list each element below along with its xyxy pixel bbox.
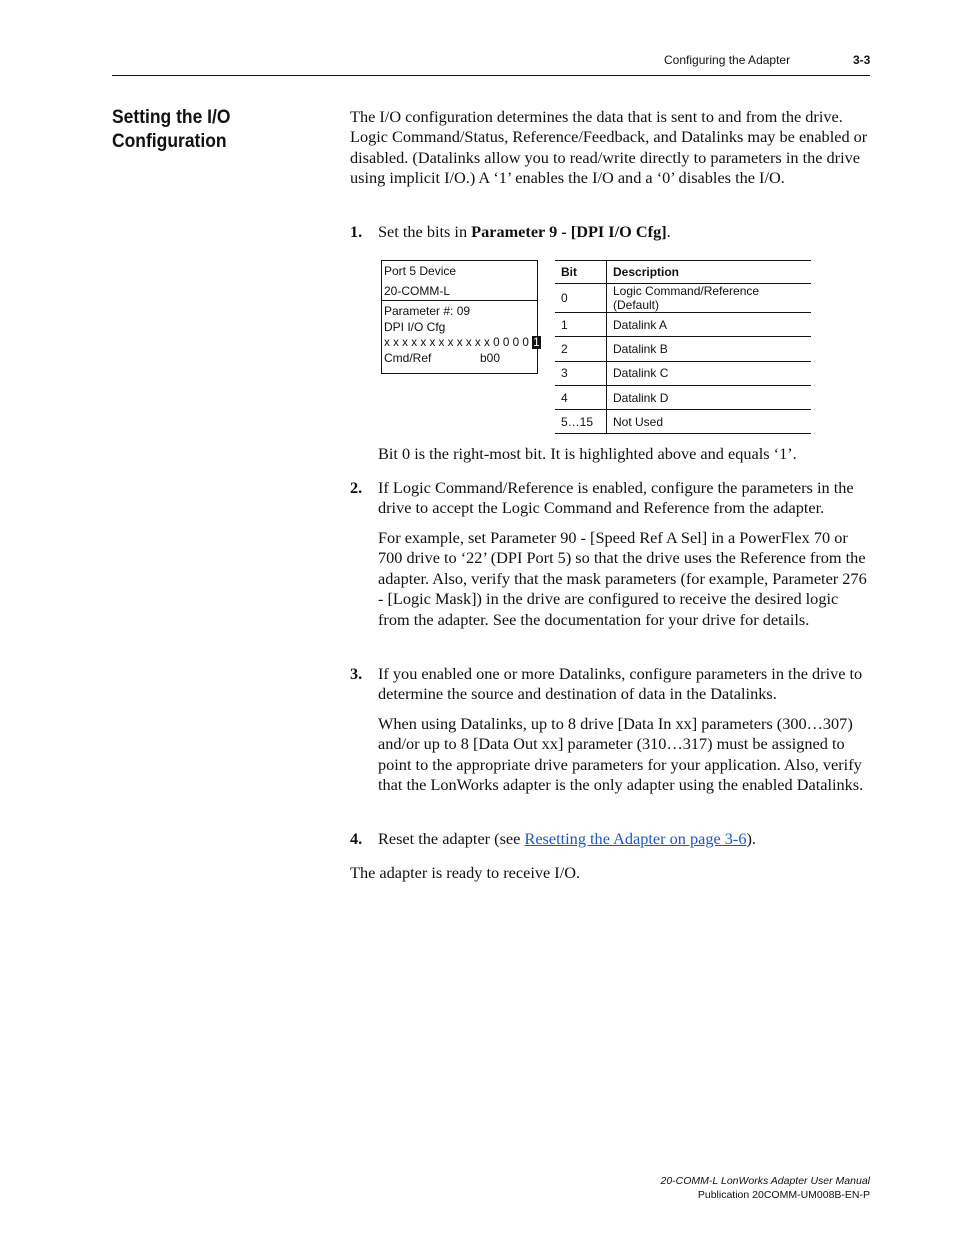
table-cell-bit: 1 — [555, 313, 607, 337]
step-1-text — [378, 222, 872, 242]
step-2-text: If Logic Command/Reference is enabled, configure the parameters in the drive to accept the Logic Command and Reference from the adapter. — [378, 478, 854, 518]
step-1-parameter: Parameter 9 - [DPI I/O Cfg] — [471, 222, 667, 241]
table-header-description: Description — [607, 261, 812, 284]
table-header-bit: Bit — [555, 261, 607, 284]
display-bit-values: x x x x x x x x x x x x 0 0 0 0 — [384, 336, 529, 349]
display-bit-highlight: 1 — [533, 336, 540, 349]
table-cell-bit: 4 — [555, 385, 607, 409]
running-header-section: Configuring the Adapter — [664, 53, 791, 67]
table-row — [555, 284, 811, 313]
table-row — [555, 361, 811, 385]
table-row — [555, 337, 811, 361]
step-4-number: 4. — [350, 829, 363, 848]
table-header-row — [555, 261, 811, 284]
section-title-line1: Setting the I/O — [112, 107, 231, 128]
table-cell-bit: 5…15 — [555, 410, 607, 434]
intro-paragraph: The I/O configuration determines the data that is sent to and from the drive. Logic Command/Status, Reference/Feedback, and Datalinks may be enabled or disabled. (Datalinks allow you to read/write directly to parameters in the drive using implicit I/O.) A ‘1’ enables the I/O and a ‘0’ disables the I/O. — [350, 107, 868, 188]
table-row — [555, 385, 811, 409]
display-bit-label: b00 — [480, 351, 501, 365]
display-separator — [382, 300, 537, 301]
step-4-post: ). — [746, 829, 756, 848]
step-2-number: 2. — [350, 478, 363, 497]
table-cell-description: Not Used — [607, 410, 812, 434]
table-cell-bit: 3 — [555, 361, 607, 385]
table-cell-description: Datalink C — [607, 361, 812, 385]
table-cell-bit: 2 — [555, 337, 607, 361]
footer-publication: Publication 20COMM-UM008B-EN-P — [697, 1189, 870, 1201]
step-3-number: 3. — [350, 664, 363, 683]
step-3-text: If you enabled one or more Datalinks, configure parameters in the drive to determine the source and destination of data in the Datalinks. — [378, 664, 863, 704]
header-rule — [112, 75, 870, 76]
step-1-pre: Set the bits in — [378, 222, 472, 241]
table-row — [555, 410, 811, 434]
bit-note: Bit 0 is the right-most bit. It is highlighted above and equals ‘1’. — [378, 444, 797, 463]
table-cell-description: Datalink D — [607, 385, 812, 409]
table-cell-description: Datalink B — [607, 337, 812, 361]
step-2-detail: For example, set Parameter 90 - [Speed Ref A Sel] in a PowerFlex 70 or 700 drive to ‘22’ (DPI Port 5) so that the drive uses the Reference from the adapter. Also, verify that the mask parameters (for example, Parameter 276 - [Logic Mask]) in the drive are configured to receive the desired logic from the adapter. See the documentation for your drive for details. — [378, 528, 867, 629]
step-4-pre: Reset the adapter (see — [378, 829, 525, 848]
section-title — [112, 106, 296, 154]
display-line-port: Port 5 Device — [384, 264, 457, 278]
bit-description-table — [555, 260, 811, 434]
step-1-post: . — [666, 222, 671, 241]
display-line-param-number: Parameter #: 09 — [384, 304, 471, 318]
closing-paragraph: The adapter is ready to receive I/O. — [350, 863, 581, 882]
reset-adapter-link[interactable]: Resetting the Adapter on page 3-6 — [524, 829, 747, 848]
table-cell-bit: 0 — [555, 284, 607, 313]
step-1-number: 1. — [350, 222, 363, 241]
display-line-device: 20-COMM-L — [384, 284, 451, 298]
section-title-line2: Configuration — [112, 131, 227, 152]
footer-manual-title: 20-COMM-L LonWorks Adapter User Manual — [660, 1175, 870, 1187]
table-cell-description: Logic Command/Reference (Default) — [607, 284, 812, 313]
table-cell-description: Datalink A — [607, 313, 812, 337]
display-line-param-name: DPI I/O Cfg — [384, 320, 446, 334]
display-bits — [384, 336, 541, 349]
page-number: 3-3 — [853, 53, 871, 67]
step-4-text — [378, 829, 872, 849]
step-3-detail: When using Datalinks, up to 8 drive [Data In xx] parameters (300…307) and/or up to 8 [Data Out xx] parameter (310…317) must be assigned to point to the appropriate drive parameters for your application. Also, verify that the LonWorks adapter is the only adapter using the enabled Datalinks. — [378, 714, 864, 795]
table-row — [555, 313, 811, 337]
parameter-display — [381, 260, 538, 374]
display-cmd-label: Cmd/Ref — [384, 351, 432, 365]
